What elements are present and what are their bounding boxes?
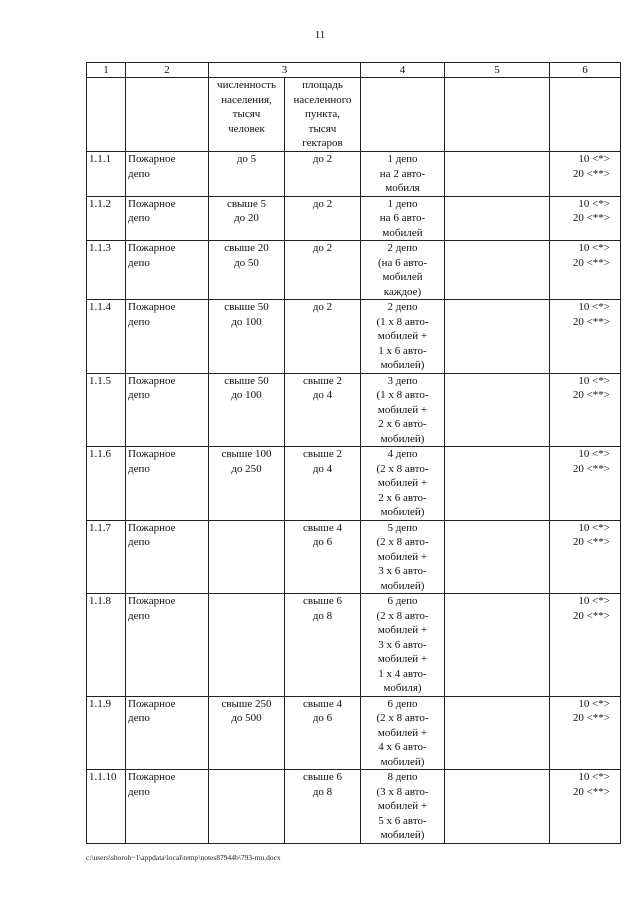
depot-configuration: 4 депо (2 x 8 авто- мобилей + 2 x 6 авто- мобилей): [376, 448, 429, 518]
norms-table: [86, 62, 621, 844]
facility-type: Пожарное депо: [128, 197, 176, 224]
table-row: [87, 152, 621, 197]
table-row: [87, 770, 621, 844]
response-time: 10 <*> 20 <**>: [572, 448, 610, 475]
depot-configuration: 6 депо (2 x 8 авто- мобилей + 3 x 6 авто- мобилей + 1 x 4 авто- мобиля): [376, 595, 429, 694]
table-row: [87, 196, 621, 241]
population-range: до 5: [236, 153, 257, 165]
area-range: свыше 2 до 4: [302, 448, 343, 475]
response-time: 10 <*> 20 <**>: [572, 374, 610, 401]
header-col-6: 6: [550, 63, 621, 78]
population-range: свыше 100 до 250: [221, 448, 272, 475]
header-col-2: 2: [126, 63, 209, 78]
facility-type: Пожарное депо: [128, 595, 176, 622]
area-range: до 2: [312, 197, 333, 210]
subheader-row: [87, 78, 621, 152]
row-number: 1.1.8: [89, 595, 111, 607]
row-number: 1.1.3: [89, 242, 111, 254]
row-number: 1.1.6: [89, 448, 111, 460]
response-time: 10 <*> 20 <**>: [572, 153, 610, 180]
header-col-3: 3: [209, 63, 361, 78]
header-col-5: 5: [445, 63, 550, 78]
row-number: 1.1.1: [89, 153, 111, 165]
area-range: до 2: [312, 242, 333, 254]
depot-configuration: 6 депо (2 x 8 авто- мобилей + 4 x 6 авто- мобилей): [376, 697, 429, 768]
response-time: 10 <*> 20 <**>: [572, 697, 610, 724]
footer-file-path: c:\users\shoroh~1\appdata\local\temp\notes87944b\793-mu.docx: [86, 853, 281, 862]
response-time: 10 <*> 20 <**>: [572, 197, 610, 224]
depot-configuration: 1 депо на 6 авто- мобилей: [379, 197, 426, 239]
area-range: до 2: [312, 301, 333, 313]
facility-type: Пожарное депо: [128, 521, 176, 548]
population-range: свыше 50 до 100: [224, 301, 269, 328]
area-range: свыше 4 до 6: [302, 697, 343, 724]
population-range: свыше 20 до 50: [224, 242, 269, 269]
depot-configuration: 1 депо на 2 авто- мобиля: [379, 153, 426, 194]
population-range: свыше 50 до 100: [224, 374, 269, 401]
facility-type: Пожарное депо: [128, 374, 176, 401]
row-number: 1.1.2: [89, 197, 111, 210]
area-range: свыше 2 до 4: [302, 374, 343, 401]
facility-type: Пожарное депо: [128, 242, 176, 269]
response-time: 10 <*> 20 <**>: [572, 595, 610, 622]
table-row: [87, 696, 621, 770]
area-range: до 2: [312, 153, 333, 165]
area-range: свыше 6 до 8: [302, 771, 343, 798]
depot-configuration: 3 депо (1 x 8 авто- мобилей + 2 x 6 авто- мобилей): [376, 374, 429, 445]
facility-type: Пожарное депо: [128, 301, 176, 328]
table-row: [87, 373, 621, 447]
table-row: [87, 520, 621, 594]
table-row: [87, 447, 621, 521]
header-col-4: 4: [361, 63, 445, 78]
page-number: 11: [314, 29, 326, 41]
facility-type: Пожарное депо: [128, 697, 176, 724]
row-number: 1.1.7: [89, 521, 111, 534]
area-range: свыше 4 до 6: [302, 521, 343, 548]
subheader-population: численность населения, тысяч человек: [217, 79, 276, 135]
population-range: свыше 250 до 500: [221, 697, 272, 724]
row-number: 1.1.9: [89, 697, 111, 710]
header-col-1: 1: [87, 63, 126, 78]
row-number: 1.1.10: [89, 771, 117, 783]
table-row: [87, 300, 621, 374]
facility-type: Пожарное депо: [128, 448, 176, 475]
table-row: [87, 594, 621, 697]
row-number: 1.1.5: [89, 374, 111, 387]
area-range: свыше 6 до 8: [302, 595, 343, 622]
facility-type: Пожарное депо: [128, 771, 176, 798]
depot-configuration: 2 депо (на 6 авто- мобилей каждое): [377, 242, 428, 298]
column-number-row: [87, 63, 621, 78]
population-range: свыше 5 до 20: [226, 197, 267, 224]
response-time: 10 <*> 20 <**>: [572, 521, 610, 548]
response-time: 10 <*> 20 <**>: [572, 771, 610, 798]
row-number: 1.1.4: [89, 301, 111, 313]
depot-configuration: 8 депо (3 x 8 авто- мобилей + 5 x 6 авто- мобилей): [376, 771, 429, 841]
subheader-area: площадь населенного пункта, тысяч гектаров: [293, 79, 352, 149]
depot-configuration: 5 депо (2 x 8 авто- мобилей + 3 x 6 авто- мобилей): [376, 521, 429, 592]
facility-type: Пожарное депо: [128, 153, 176, 180]
depot-configuration: 2 депо (1 x 8 авто- мобилей + 1 x 6 авто- мобилей): [376, 301, 429, 371]
table-row: [87, 241, 621, 300]
response-time: 10 <*> 20 <**>: [572, 242, 610, 269]
response-time: 10 <*> 20 <**>: [572, 301, 610, 328]
